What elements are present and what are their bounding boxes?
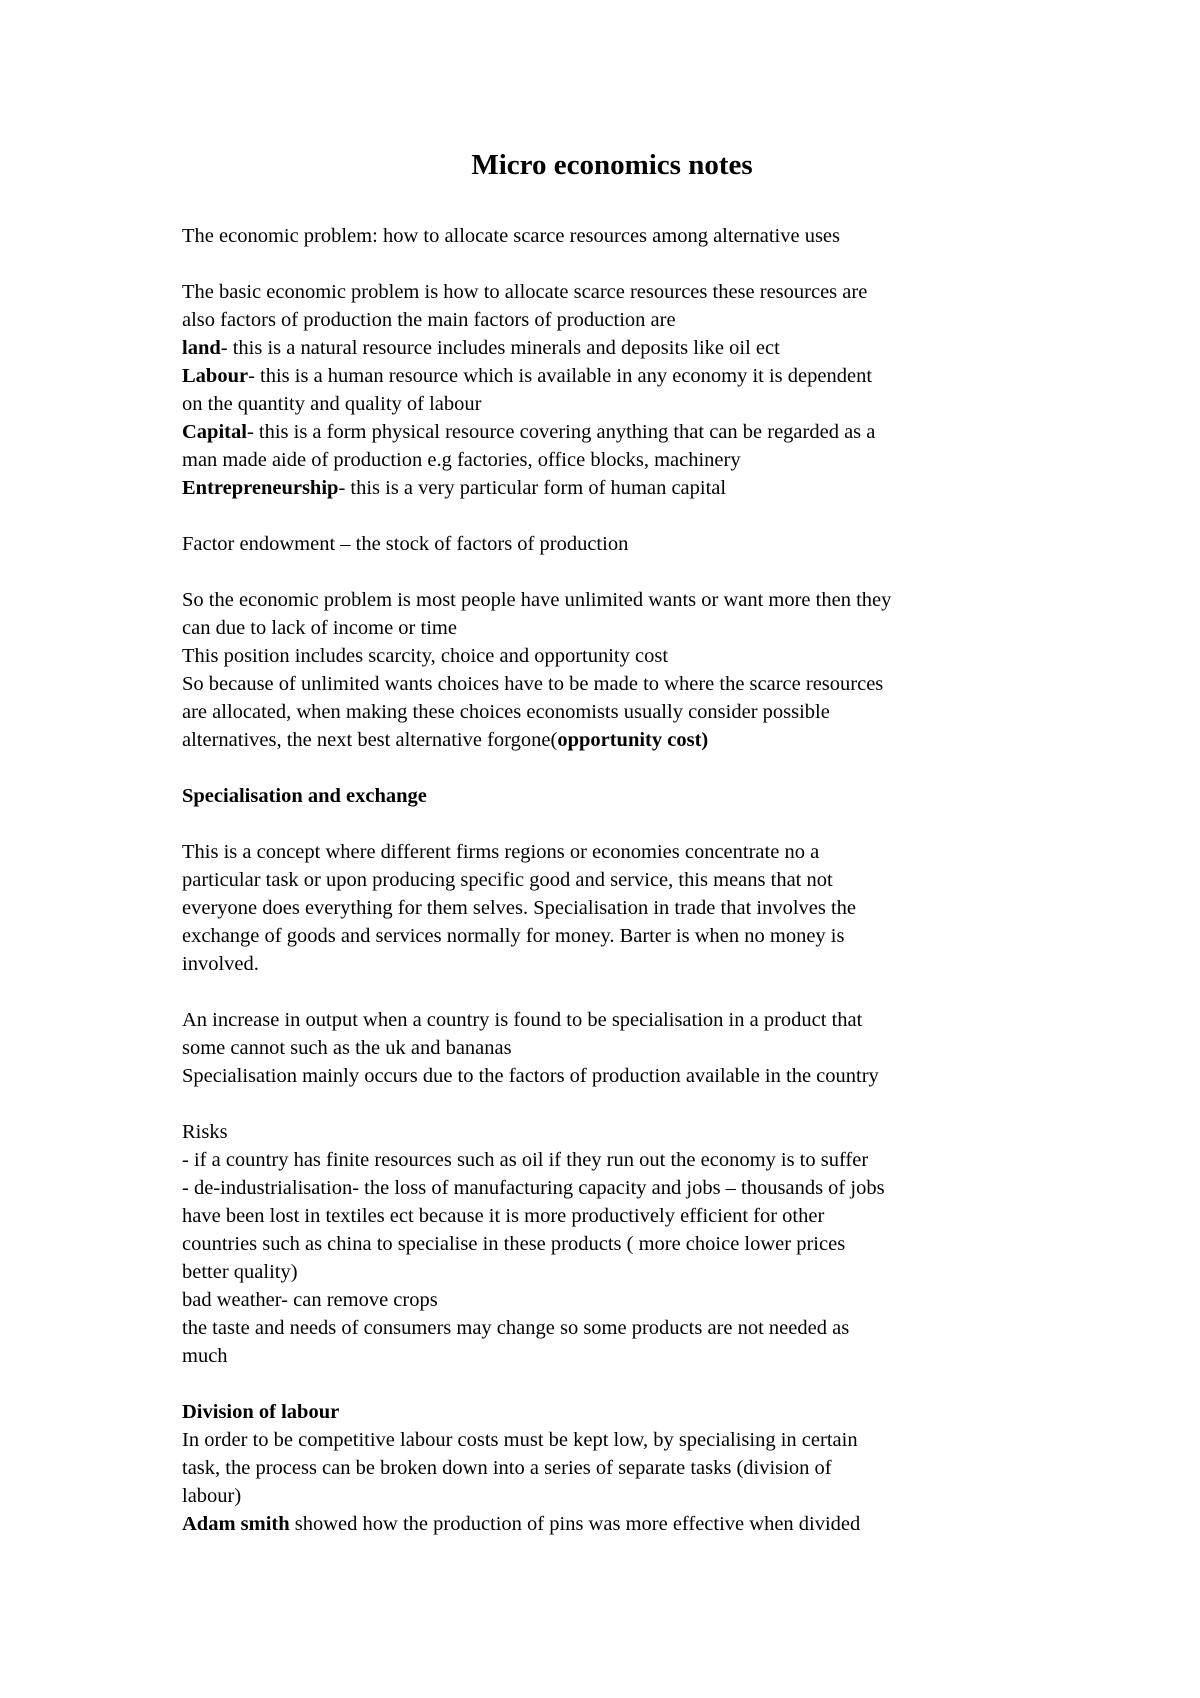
factor-land [182, 334, 1042, 362]
division-heading: Division of labour [182, 1401, 340, 1423]
problem-line: This position includes scarcity, choice and opportunity cost [182, 645, 669, 667]
specialisation-line: everyone does everything for them selves. Specialisation in trade that involves the [182, 897, 857, 919]
factor-definition: - this is a form physical resource covering anything that can be regarded as a [246, 421, 876, 443]
factor-labour [182, 362, 1042, 390]
factor-term: Capital [182, 421, 247, 443]
factor-capital [182, 418, 1042, 446]
division-line: labour) [182, 1485, 242, 1507]
division-line: task, the process can be broken down into a series of separate tasks (division of [182, 1457, 832, 1479]
adam-smith-term: Adam smith [182, 1513, 290, 1535]
spacer [182, 558, 1042, 586]
spacer [182, 250, 1042, 278]
factor-term: Entrepreneurship [182, 477, 339, 499]
problem-line: So the economic problem is most people have unlimited wants or want more then they [182, 589, 892, 611]
risks-heading: Risks [182, 1121, 228, 1143]
division-line: In order to be competitive labour costs must be kept low, by specialising in certain [182, 1429, 858, 1451]
factor-term: land [182, 337, 221, 359]
spacer [182, 754, 1042, 782]
factor-capital-cont: man made aide of production e.g factories, office blocks, machinery [182, 449, 741, 471]
risks-line: bad weather- can remove crops [182, 1289, 438, 1311]
endowment-line: Factor endowment – the stock of factors of production [182, 533, 629, 555]
risks-line: countries such as china to specialise in these products ( more choice lower prices [182, 1233, 846, 1255]
risks-line: better quality) [182, 1261, 298, 1283]
division-text: showed how the production of pins was more effective when divided [289, 1513, 861, 1535]
division-line [182, 1510, 1042, 1538]
problem-line: can due to lack of income or time [182, 617, 457, 639]
spacer [182, 1370, 1042, 1398]
section-heading [182, 782, 1042, 810]
risks-line: - de-industrialisation- the loss of manufacturing capacity and jobs – thousands of jobs [182, 1177, 885, 1199]
factor-labour-cont: on the quantity and quality of labour [182, 393, 482, 415]
factor-entrepreneurship [182, 474, 1042, 502]
problem-text: alternatives, the next best alternative forgone( [182, 729, 558, 751]
risks-line: the taste and needs of consumers may change so some products are not needed as [182, 1317, 850, 1339]
factor-term: Labour [182, 365, 249, 387]
spacer [182, 978, 1042, 1006]
opportunity-cost-term: opportunity cost) [557, 729, 709, 751]
factor-definition: - this is a human resource which is available in any economy it is dependent [248, 365, 873, 387]
specialisation-heading: Specialisation and exchange [182, 785, 427, 807]
specialisation-line: Specialisation mainly occurs due to the factors of production available in the country [182, 1065, 879, 1087]
spacer [182, 502, 1042, 530]
document-body [182, 222, 1042, 1538]
section-heading [182, 1398, 1042, 1426]
spacer [182, 810, 1042, 838]
factor-definition: - this is a natural resource includes minerals and deposits like oil ect [220, 337, 780, 359]
specialisation-line: some cannot such as the uk and bananas [182, 1037, 512, 1059]
intro-line: The economic problem: how to allocate scarce resources among alternative uses [182, 225, 841, 247]
specialisation-line: This is a concept where different firms regions or economies concentrate no a [182, 841, 820, 863]
risks-line: - if a country has finite resources such as oil if they run out the economy is to suffer [182, 1149, 869, 1171]
factor-definition: - this is a very particular form of human capital [338, 477, 727, 499]
problem-line: are allocated, when making these choices economists usually consider possible [182, 701, 830, 723]
specialisation-line: particular task or upon producing specific good and service, this means that not [182, 869, 833, 891]
specialisation-line: An increase in output when a country is found to be specialisation in a product that [182, 1009, 863, 1031]
page-title: Micro economics notes [471, 149, 753, 181]
specialisation-line: exchange of goods and services normally for money. Barter is when no money is [182, 925, 845, 947]
problem-line: So because of unlimited wants choices have to be made to where the scarce resources [182, 673, 884, 695]
problem-line [182, 726, 1042, 754]
risks-line: much [182, 1345, 228, 1367]
risks-line: have been lost in textiles ect because it is more productively efficient for other [182, 1205, 825, 1227]
spacer [182, 1090, 1042, 1118]
factors-line: also factors of production the main factors of production are [182, 309, 676, 331]
specialisation-line: involved. [182, 953, 259, 975]
factors-line: The basic economic problem is how to allocate scarce resources these resources are [182, 281, 868, 303]
